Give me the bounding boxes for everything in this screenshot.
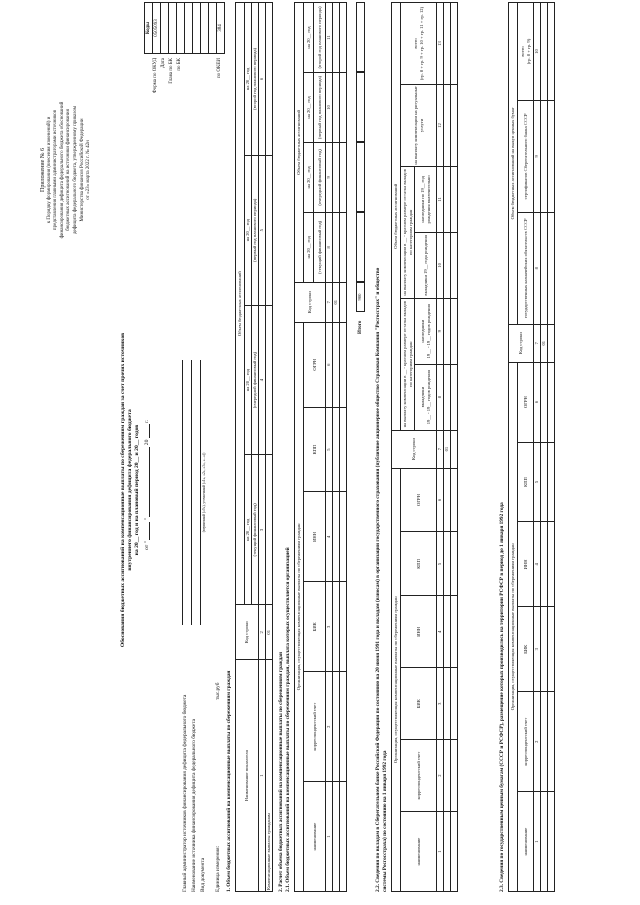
code-cell-date [161, 3, 169, 54]
code-cell-empty [209, 3, 217, 54]
table-section-23 [508, 2, 555, 892]
codes-label: по БК [177, 58, 182, 71]
data-cell[interactable] [444, 468, 451, 532]
header-group: Объем бюджетных ассигнований [236, 3, 245, 605]
section-2-heading: 2. Расчет объема бюджетных ассигнований на компенсационные выплаты по сбережениям граждан [278, 651, 284, 892]
okud-code: 0505093 [153, 3, 161, 54]
codes-label: по ОКЕИ [217, 58, 222, 79]
header-group: Объем бюджетных ассигнований [295, 3, 304, 283]
document-title [120, 190, 142, 790]
data-cell[interactable] [451, 3, 458, 85]
column-number: 11 [437, 166, 444, 232]
data-cell[interactable] [340, 582, 347, 672]
data-cell[interactable] [548, 442, 555, 522]
codes-label: Форма по ОКУД [153, 58, 158, 94]
total-cell[interactable] [356, 72, 365, 142]
row-code: 01 [333, 282, 340, 322]
header-sber-cert: сертификатов Сберегательного банка СССР [518, 100, 534, 212]
header-year: на 20__ год [245, 155, 252, 305]
header-code: Код строки [295, 282, 326, 322]
unit-label: Единица измерения: [215, 845, 221, 892]
codes-header: Коды [145, 3, 153, 54]
data-cell[interactable] [451, 85, 458, 167]
data-cell[interactable] [333, 212, 340, 282]
column-number: 6 [437, 468, 444, 532]
column-number: 3 [534, 607, 541, 692]
total-cell[interactable] [356, 142, 365, 212]
column-number: 2 [437, 740, 444, 812]
table-row [541, 3, 548, 892]
data-cell[interactable] [444, 668, 451, 740]
total-code: 900 [356, 282, 365, 312]
data-cell[interactable] [444, 596, 451, 668]
doc-type-hint: (первичный («0»), уточненный («1», «2», «3», «...»)) [202, 452, 206, 533]
data-cell[interactable] [541, 792, 548, 892]
header-code: Код строки [509, 324, 534, 362]
data-cell[interactable] [548, 3, 555, 101]
data-cell[interactable] [340, 322, 347, 407]
row-code: 01 [444, 430, 451, 468]
header-year-sub: (очередной финансовый год) [314, 142, 326, 212]
unit-value: тыс.руб [215, 682, 221, 700]
data-cell[interactable] [340, 3, 347, 73]
header-total-label: всего [412, 38, 418, 49]
header-acc: корреспондентский счет [304, 672, 326, 782]
column-number: 2 [259, 605, 266, 660]
data-cell[interactable] [451, 166, 458, 232]
data-cell[interactable] [340, 142, 347, 212]
data-cell[interactable] [340, 282, 347, 322]
data-cell[interactable] [340, 407, 347, 492]
data-cell[interactable] [444, 166, 451, 232]
data-cell[interactable] [451, 364, 458, 430]
data-cell[interactable] [451, 596, 458, 668]
header-bik: БИК [304, 582, 326, 672]
data-cell[interactable] [541, 3, 548, 101]
column-number: 8 [534, 212, 541, 324]
header-name: наименование [518, 792, 534, 892]
header-ogrn: ОГРН [304, 322, 326, 407]
header-year-sub: (первый год планового периода) [252, 155, 259, 305]
code-cell-empty [201, 3, 209, 54]
column-number: 4 [259, 305, 266, 455]
header-ritual: на выплату компенсации на ритуальные услуги [401, 85, 437, 167]
data-cell[interactable] [340, 73, 347, 143]
data-cell[interactable] [548, 522, 555, 607]
header-bik: БИК [518, 607, 534, 692]
title-line: внутреннего финансирования дефицита федерального бюджета [127, 409, 134, 571]
header-ogrn: ОГРН [401, 468, 437, 532]
title-line: Обоснования бюджетных ассигнований на компенсационные выплаты по сбережениям граждан за счет прочих источников [120, 332, 126, 648]
header-year: на 20__ год [304, 3, 314, 73]
code-cell-bk [177, 3, 185, 54]
data-cell[interactable] [333, 582, 340, 672]
column-number: 4 [326, 492, 333, 582]
source-field[interactable] [191, 360, 192, 625]
header-sub-group: на выплату компенсации в __ - кратном размере остатка вкладов по категориям граждан [401, 298, 415, 430]
section-22-heading-cont: системы Росгосстраха) по состоянию на 1 января 1992 года [382, 750, 388, 892]
table-section-21 [294, 2, 347, 892]
data-cell[interactable] [333, 492, 340, 582]
row-code: 01 [266, 605, 273, 660]
header-year-sub: (второй год планового периода) [252, 3, 259, 156]
codes-box [144, 2, 225, 54]
column-number: 2 [326, 672, 333, 782]
admin-field[interactable] [182, 360, 183, 625]
header-total [401, 3, 437, 85]
data-cell[interactable] [548, 692, 555, 792]
table-row [444, 3, 451, 892]
data-cell[interactable] [444, 740, 451, 812]
header-depositors-label: вкладчики [419, 386, 425, 408]
data-cell[interactable] [333, 782, 340, 892]
table-row [266, 3, 273, 892]
header-total-formula: (гр. 8 + гр. 9) [525, 38, 531, 65]
data-cell[interactable] [451, 298, 458, 364]
title-line: на 20__ год и на плановый период 20__ и 20__ годов [134, 424, 141, 556]
header-kpp: КПП [518, 442, 534, 522]
column-number: 4 [437, 596, 444, 668]
data-cell[interactable] [266, 455, 273, 605]
section-21-heading: 2.1. Объем бюджетных ассигнований на компенсационные выплаты по сбережениям граждан, выплата которых осуществляется организацией [285, 547, 291, 892]
appendix-line: к Порядку формирования (внесения изменений) и [46, 116, 52, 224]
data-cell[interactable] [266, 3, 273, 156]
header-depositors-years: 19__ - 19__ годов рождения [425, 370, 431, 425]
data-cell[interactable] [548, 362, 555, 442]
header-heirs-label: наследники [419, 319, 425, 343]
header-code: Код строки [236, 605, 259, 660]
data-cell[interactable] [444, 298, 451, 364]
column-number: 9 [437, 298, 444, 364]
header-year: на 20__ год [245, 305, 252, 455]
doc-type-field[interactable] [200, 360, 201, 625]
table-section-1 [235, 2, 273, 892]
header-year: на 20__ год [304, 212, 314, 282]
total-cell[interactable] [356, 2, 365, 72]
data-cell[interactable] [333, 407, 340, 492]
header-org: Организация, осуществляющая компенсационные выплаты по сбережениям граждан [509, 362, 518, 891]
total-label: Итого [358, 320, 363, 334]
column-number: 7 [326, 282, 333, 322]
header-total-formula: (гр. 8 + гр. 9 + гр. 10 + гр. 11 + гр. 12) [418, 6, 424, 81]
header-gko: государственных казначейских обязательств СССР [518, 212, 534, 324]
codes-label: Дата [161, 58, 166, 68]
header-acc: корреспондентский счет [518, 692, 534, 792]
code-cell-glava [169, 3, 177, 54]
header-name: наименование [401, 812, 437, 892]
column-number: 10 [437, 232, 444, 298]
column-number: 11 [326, 3, 333, 73]
data-cell[interactable] [444, 364, 451, 430]
data-cell[interactable] [451, 532, 458, 596]
header-year: на 20__ год [304, 73, 314, 143]
data-cell[interactable] [548, 100, 555, 212]
date-from: от " [144, 541, 150, 550]
header-inn: ИНН [401, 596, 437, 668]
column-number: 7 [534, 324, 541, 362]
column-number: 1 [437, 812, 444, 892]
date-year-field [144, 424, 150, 438]
date-line [144, 420, 150, 550]
appendix-header [40, 0, 93, 340]
data-cell[interactable] [340, 672, 347, 782]
document-page [32, 0, 607, 900]
header-kpp: КПП [401, 532, 437, 596]
source-label: Наименование источника финансирования дефицита федерального бюджета [191, 719, 197, 892]
header-group: Объем бюджетных ассигнований [392, 3, 401, 431]
data-cell[interactable] [548, 607, 555, 692]
column-number: 3 [259, 455, 266, 605]
column-number: 6 [326, 322, 333, 407]
column-number: 9 [326, 142, 333, 212]
column-number: 8 [437, 364, 444, 430]
table-row [548, 3, 555, 892]
header-org: Организация, осуществляющая компенсационные выплаты по сбережениям граждан [392, 468, 401, 891]
data-cell[interactable] [444, 85, 451, 167]
data-cell[interactable] [541, 212, 548, 324]
data-cell[interactable] [541, 442, 548, 522]
data-cell[interactable] [333, 73, 340, 143]
header-bik: БИК [401, 668, 437, 740]
data-cell[interactable] [548, 212, 555, 324]
header-depositors-2: вкладчики 19__ года рождения [415, 232, 437, 298]
column-number: 1 [259, 660, 266, 892]
date-century: 20 [144, 439, 150, 446]
data-cell[interactable] [444, 232, 451, 298]
column-number: 3 [437, 668, 444, 740]
code-cell-empty [193, 3, 201, 54]
column-number: 6 [534, 362, 541, 442]
table-section-22 [391, 2, 458, 892]
date-quote: " [144, 518, 150, 521]
data-cell[interactable] [333, 322, 340, 407]
data-cell[interactable] [451, 468, 458, 532]
row-code: 01 [541, 324, 548, 362]
column-number: 5 [437, 532, 444, 596]
appendix-title: Приложение № 6 [40, 148, 46, 192]
appendix-line: представления главными администраторами источников [53, 109, 59, 231]
column-number: 12 [437, 85, 444, 167]
header-year: на 20__ год [245, 455, 252, 605]
data-cell[interactable] [266, 305, 273, 455]
okei-code: 384 [217, 3, 225, 54]
header-name: наименование [304, 782, 326, 892]
total-cell[interactable] [356, 212, 365, 282]
codes-label: Глава по БК [169, 58, 174, 84]
column-number: 6 [259, 3, 266, 156]
header-kpp: КПП [304, 407, 326, 492]
header-name: Наименование показателя [236, 660, 259, 892]
data-cell[interactable] [541, 607, 548, 692]
header-total [518, 3, 534, 101]
data-cell[interactable] [451, 232, 458, 298]
column-number: 5 [259, 155, 266, 305]
header-year-sub: (текущий финансовый год) [252, 455, 259, 605]
data-cell[interactable] [444, 532, 451, 596]
column-number: 10 [534, 3, 541, 101]
code-cell-empty [185, 3, 193, 54]
header-group: Объем бюджетных ассигнований на выкуп ценных бумаг [509, 3, 518, 325]
header-inn: ИНН [304, 492, 326, 582]
header-year-sub: (первый год планового периода) [314, 73, 326, 143]
header-acc: корреспондентский счет [401, 740, 437, 812]
data-cell[interactable] [333, 142, 340, 212]
section-1-heading: 1. Объем бюджетных ассигнований на компенсационные выплаты по сбережениям граждан [226, 670, 232, 892]
header-year: на 20__ год [245, 3, 252, 156]
data-cell[interactable] [340, 212, 347, 282]
date-day-field [144, 522, 150, 540]
column-number: 7 [437, 430, 444, 468]
table-row [333, 3, 340, 892]
row-label: Компенсационные выплаты гражданам [266, 660, 273, 892]
header-depositors [415, 364, 437, 430]
column-number: 2 [534, 692, 541, 792]
date-year-suffix: г. [144, 419, 150, 423]
data-cell[interactable] [541, 692, 548, 792]
data-cell[interactable] [451, 812, 458, 892]
header-inn: ИНН [518, 522, 534, 607]
column-number: 13 [437, 3, 444, 85]
section-23-heading: 2.3. Сведения по государственным ценным бумагам (СССР и РСФСР), размещение которых производилось на территории РСФСР в период до 1 января 1992 года [499, 502, 505, 892]
column-number: 5 [326, 407, 333, 492]
data-cell[interactable] [541, 100, 548, 212]
column-number: 9 [534, 100, 541, 212]
appendix-line: Министерства финансов Российской Федерации [79, 118, 85, 222]
header-sub-group: на выплату компенсации в __ - кратном размере остатка вкладов по категориям граждан [401, 166, 415, 298]
data-cell[interactable] [333, 3, 340, 73]
date-month-field [144, 447, 150, 517]
admin-label: Главный администратор источников финансирования дефицита федерального бюджета [182, 694, 188, 892]
header-total-label: всего [519, 46, 525, 57]
header-ogrn: ОГРН [518, 362, 534, 442]
header-code: Код строки [392, 430, 437, 468]
data-cell[interactable] [444, 3, 451, 85]
column-number: 10 [326, 73, 333, 143]
data-cell[interactable] [451, 430, 458, 468]
data-cell[interactable] [340, 782, 347, 892]
data-cell[interactable] [541, 522, 548, 607]
data-cell[interactable] [548, 792, 555, 892]
appendix-line: от «23» марта 2022 г. № 42н [86, 140, 92, 200]
column-number: 4 [534, 522, 541, 607]
data-cell[interactable] [444, 812, 451, 892]
header-heirs-2: наследники по 19__ год рождения включительно [415, 166, 437, 232]
header-org: Организация, осуществляющая компенсационные выплаты по сбережениям граждан [295, 322, 304, 891]
column-number: 8 [326, 212, 333, 282]
column-number: 3 [326, 582, 333, 672]
appendix-line: финансирования дефицита федерального бюджета обоснований [59, 101, 65, 239]
column-number: 5 [534, 442, 541, 522]
data-cell[interactable] [451, 740, 458, 812]
doc-type-label: Вид документа [200, 857, 206, 892]
table-row [340, 3, 347, 892]
data-cell[interactable] [548, 324, 555, 362]
section-22-heading: 2.2. Сведения по вкладам в Сберегательном банке Российской Федерации по состоянию на 20 июня 1991 года и вкладам (взносам) в организации государственного страхования (публичное акционерное общество Страховая Компания "Росгосстрах" и общество [375, 267, 381, 892]
data-cell[interactable] [541, 362, 548, 442]
data-cell[interactable] [333, 672, 340, 782]
data-cell[interactable] [451, 668, 458, 740]
header-year: на 20__ год [304, 142, 314, 212]
data-cell[interactable] [340, 492, 347, 582]
appendix-line: бюджетных ассигнований на источники финансирования [66, 109, 72, 231]
appendix-line: дефицита федерального бюджета, утвержденному приказом [72, 105, 78, 235]
header-year-sub: (текущий финансовый год) [314, 212, 326, 282]
header-year-sub: (очередной финансовый год) [252, 305, 259, 455]
data-cell[interactable] [266, 155, 273, 305]
table-row [451, 3, 458, 892]
header-heirs [415, 298, 437, 364]
column-number: 1 [326, 782, 333, 892]
column-number: 1 [534, 792, 541, 892]
header-heirs-years: 19__ - 19__ годов рождения [425, 304, 431, 359]
header-year-sub: (второй год планового периода) [314, 3, 326, 73]
